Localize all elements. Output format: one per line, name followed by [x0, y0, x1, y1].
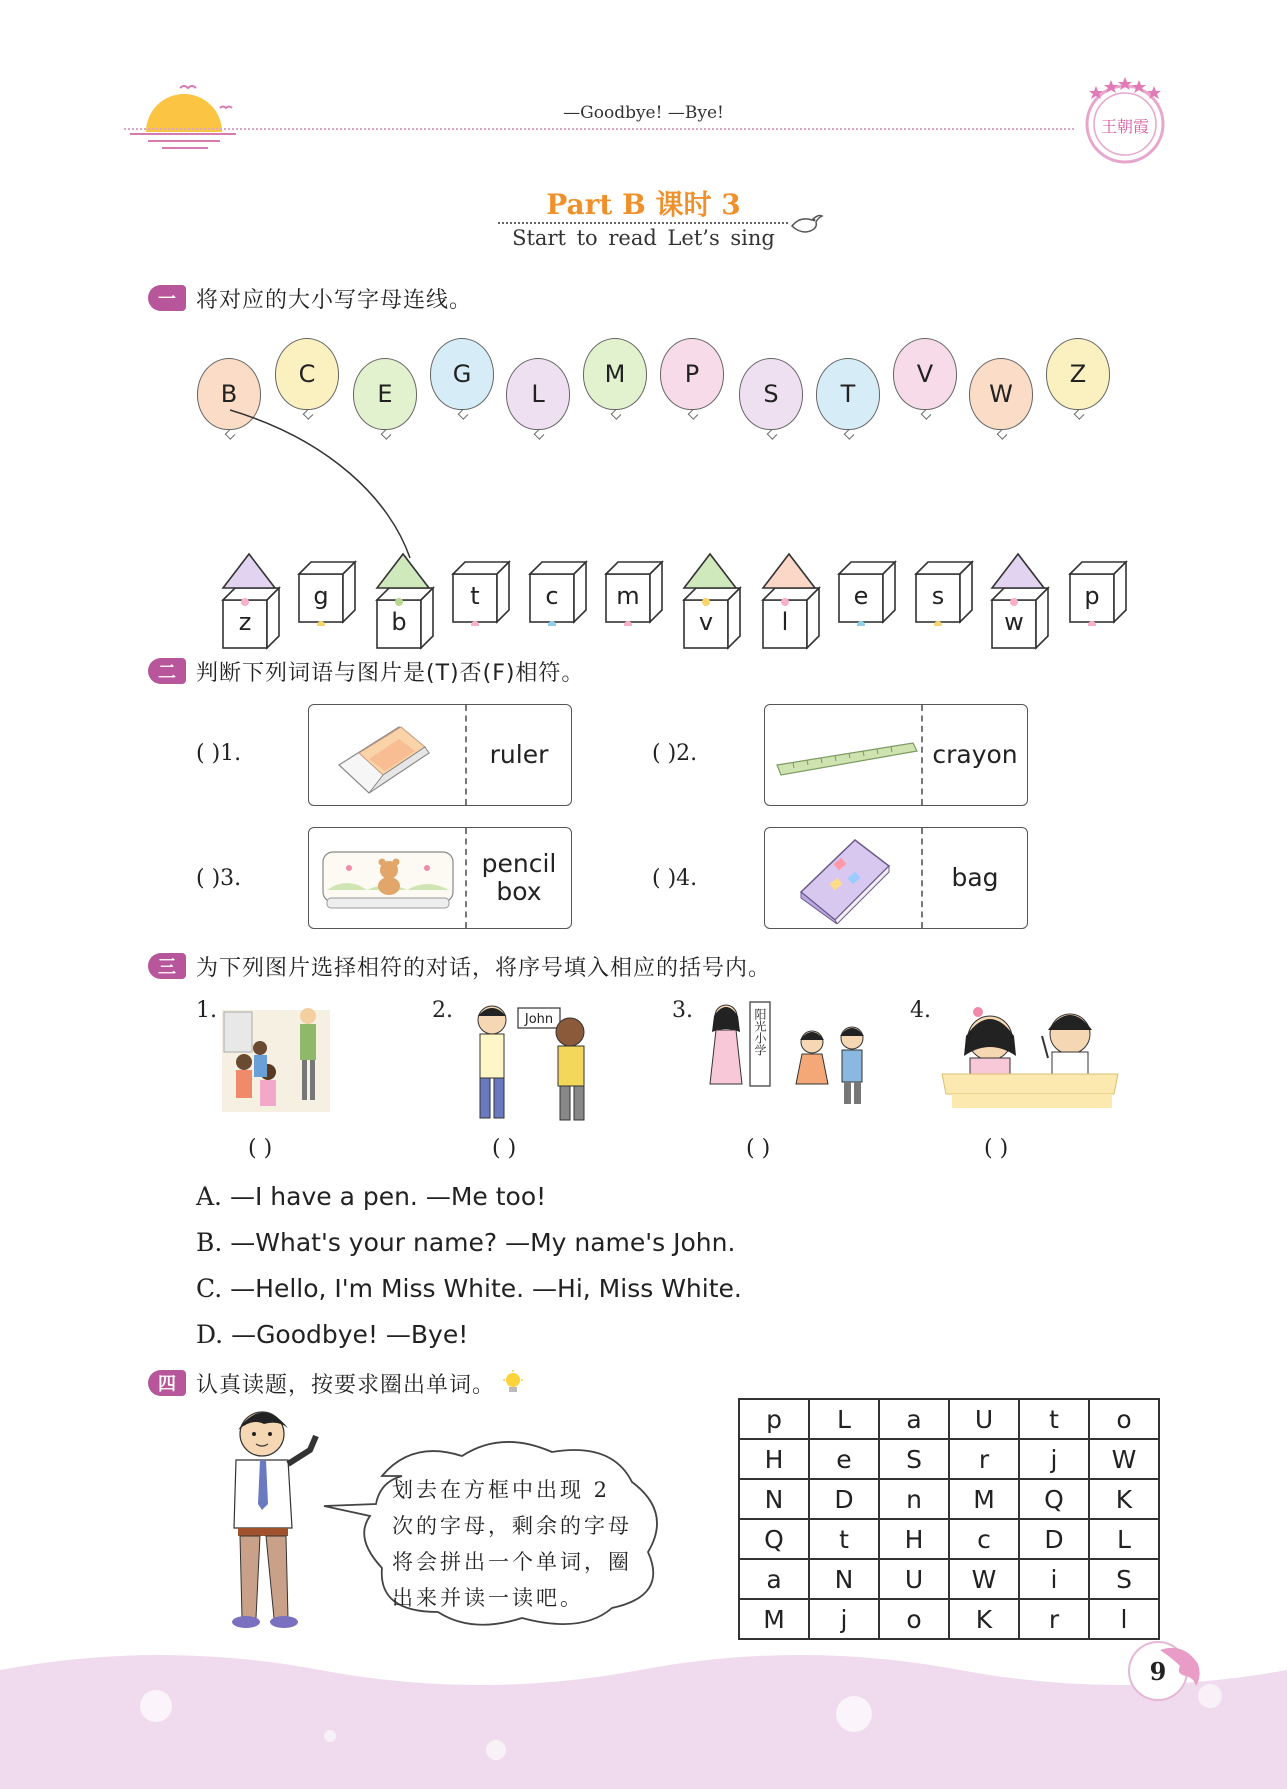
name-sign-text: John — [524, 1012, 554, 1027]
balloon-V[interactable]: V — [893, 338, 957, 410]
balloon-S[interactable]: S — [739, 358, 803, 430]
answer-paren-3[interactable]: ( )3. — [196, 866, 242, 891]
cube-letter: t — [470, 582, 480, 610]
grid-cell[interactable]: L — [1089, 1519, 1159, 1559]
grid-cell[interactable]: j — [1019, 1439, 1089, 1479]
grid-cell[interactable]: e — [809, 1439, 879, 1479]
speech-bubble-text: 划去在方框中出现 2 次的字母，剩余的字母 将会拼出一个单词，圈 出来并读一读吧。 — [392, 1478, 632, 1610]
cube-letter: w — [1004, 608, 1024, 636]
grid-cell[interactable]: S — [1089, 1559, 1159, 1599]
cube-b[interactable] — [375, 586, 433, 658]
grid-cell[interactable]: Q — [1019, 1479, 1089, 1519]
grid-cell[interactable]: j — [809, 1599, 879, 1639]
grid-cell[interactable]: H — [739, 1439, 809, 1479]
cube-letter: z — [238, 608, 252, 636]
dialogue-option-a: A. —I have a pen. —Me too! — [196, 1182, 547, 1211]
match-card-4 — [764, 827, 1028, 929]
dialogue-option-c: C. —Hello, I'm Miss White. —Hi, Miss White. — [196, 1274, 742, 1303]
page-number: 9 — [1128, 1641, 1188, 1701]
section3-header — [148, 951, 771, 981]
card-word-1: ruler — [489, 740, 549, 769]
section2-badge: 二 — [148, 658, 186, 684]
grid-cell[interactable]: N — [809, 1559, 879, 1599]
grid-row — [739, 1559, 1159, 1599]
match-card-3 — [308, 827, 572, 929]
grid-cell[interactable]: t — [809, 1519, 879, 1559]
cube-m[interactable] — [604, 560, 662, 632]
cube-letter: m — [616, 582, 640, 610]
answer-paren-4[interactable]: ( )4. — [652, 866, 698, 891]
grid-cell[interactable]: r — [1019, 1599, 1089, 1639]
grid-cell[interactable]: D — [809, 1479, 879, 1519]
grid-cell[interactable]: W — [1089, 1439, 1159, 1479]
grid-row — [739, 1439, 1159, 1479]
cube-t[interactable] — [451, 560, 509, 632]
cube-roof-icon — [680, 550, 742, 590]
grid-row — [739, 1599, 1159, 1639]
kids-at-desk-picture — [938, 996, 1122, 1116]
letter-grid — [738, 1398, 1160, 1640]
grid-cell[interactable]: c — [949, 1519, 1019, 1559]
grid-cell[interactable]: Q — [739, 1519, 809, 1559]
grid-cell[interactable]: D — [1019, 1519, 1089, 1559]
card-word-2: crayon — [932, 740, 1018, 769]
cube-letter: g — [313, 582, 329, 610]
footer-wave-background — [0, 1640, 1287, 1789]
grid-cell[interactable]: H — [879, 1519, 949, 1559]
card-word-4: bag — [951, 863, 999, 892]
school-hallway-picture — [218, 1000, 334, 1116]
balloon-P[interactable]: P — [660, 338, 724, 410]
match-card-1 — [308, 704, 572, 806]
balloon-M[interactable]: M — [583, 338, 647, 410]
match-card-2 — [764, 704, 1028, 806]
section4-instruction: 认真读题，按要求圈出单词。 — [196, 1372, 496, 1398]
section1-badge: 一 — [148, 285, 186, 311]
cube-z[interactable] — [221, 586, 279, 658]
section4-header — [148, 1368, 525, 1398]
grid-cell[interactable]: W — [949, 1559, 1019, 1599]
cube-letter: c — [545, 582, 559, 610]
cube-letter: v — [698, 608, 714, 636]
answer-paren-pic-2[interactable]: ( ) — [492, 1136, 517, 1161]
cube-roof-icon — [759, 550, 821, 590]
grid-cell[interactable]: r — [949, 1439, 1019, 1479]
balloon-G[interactable]: G — [430, 338, 494, 410]
book-icon — [795, 836, 895, 924]
cube-letter: l — [781, 608, 789, 636]
section2-header — [148, 656, 584, 686]
boys-introduction-picture — [460, 998, 610, 1128]
answer-paren-pic-3[interactable]: ( ) — [746, 1136, 771, 1161]
grid-row — [739, 1399, 1159, 1439]
teacher-greeting-picture — [704, 998, 884, 1110]
cube-e[interactable] — [837, 560, 895, 632]
grid-cell[interactable]: a — [739, 1559, 809, 1599]
lightbulb-icon — [501, 1370, 525, 1396]
cube-roof-icon — [219, 550, 281, 590]
cube-p[interactable] — [1068, 560, 1126, 632]
cube-letter: p — [1084, 582, 1100, 610]
grid-cell[interactable]: K — [949, 1599, 1019, 1639]
dialogue-option-d: D. —Goodbye! —Bye! — [196, 1320, 469, 1349]
grid-cell[interactable]: M — [739, 1599, 809, 1639]
ruler-icon — [773, 735, 919, 779]
section1-instruction: 将对应的大小写字母连线。 — [196, 287, 473, 313]
balloon-Z[interactable]: Z — [1046, 338, 1110, 410]
cube-l[interactable] — [761, 586, 819, 658]
answer-paren-pic-1[interactable]: ( ) — [248, 1136, 273, 1161]
balloon-T[interactable]: T — [816, 358, 880, 430]
cube-letter: b — [391, 608, 407, 636]
part-subtitle: Start to read Let’s sing — [512, 226, 775, 250]
card-word-3: pencil box — [481, 849, 557, 906]
grid-cell[interactable]: p — [739, 1399, 809, 1439]
answer-paren-1[interactable]: ( )1. — [196, 741, 242, 766]
section3-instruction: 为下列图片选择相符的对话，将序号填入相应的括号内。 — [196, 955, 772, 981]
grid-cell[interactable]: o — [879, 1599, 949, 1639]
grid-cell[interactable]: K — [1089, 1479, 1159, 1519]
eraser-icon — [329, 713, 449, 799]
grid-row — [739, 1479, 1159, 1519]
balloon-L[interactable]: L — [506, 358, 570, 430]
picture-number-3: 3. — [672, 998, 693, 1023]
grid-row — [739, 1519, 1159, 1559]
balloon-W[interactable]: W — [969, 358, 1033, 430]
cube-s[interactable] — [914, 560, 972, 632]
grid-cell[interactable]: n — [879, 1479, 949, 1519]
cube-roof-icon — [373, 550, 435, 590]
grid-cell[interactable]: L — [809, 1399, 879, 1439]
picture-number-2: 2. — [432, 998, 453, 1023]
answer-paren-pic-4[interactable]: ( ) — [984, 1136, 1009, 1161]
dialogue-option-b: B. —What's your name? —My name's John. — [196, 1228, 736, 1257]
answer-paren-2[interactable]: ( )2. — [652, 741, 698, 766]
grid-cell[interactable]: M — [949, 1479, 1019, 1519]
balloon-B[interactable]: B — [197, 358, 261, 430]
dolphin-icon — [1150, 1640, 1206, 1696]
cube-letter: s — [931, 582, 945, 610]
grid-cell[interactable]: U — [949, 1399, 1019, 1439]
cube-c[interactable] — [528, 560, 586, 632]
picture-number-1: 1. — [196, 998, 217, 1023]
picture-number-4: 4. — [910, 998, 931, 1023]
pencil-box-icon — [319, 846, 459, 914]
grid-cell[interactable]: U — [879, 1559, 949, 1599]
balloon-C[interactable]: C — [275, 338, 339, 410]
grid-cell[interactable]: i — [1019, 1559, 1089, 1599]
grid-cell[interactable]: N — [739, 1479, 809, 1519]
running-title: —Goodbye! —Bye! — [563, 103, 724, 123]
grid-cell[interactable]: t — [1019, 1399, 1089, 1439]
cube-w[interactable] — [990, 586, 1048, 658]
section3-badge: 三 — [148, 953, 186, 979]
part-title: Part B 课时 3 — [546, 188, 741, 221]
cube-g[interactable] — [297, 560, 355, 632]
section4-badge: 四 — [148, 1370, 186, 1396]
cube-letter: e — [853, 582, 869, 610]
grid-cell[interactable]: S — [879, 1439, 949, 1479]
cube-v[interactable] — [682, 586, 740, 658]
brand-logo-text: 王朝霞 — [1100, 117, 1150, 136]
grid-cell[interactable]: l — [1089, 1599, 1159, 1639]
school-sign-text: 阳光小学 — [753, 1008, 767, 1056]
balloon-E[interactable]: E — [353, 358, 417, 430]
grid-cell[interactable]: o — [1089, 1399, 1159, 1439]
grid-cell[interactable]: a — [879, 1399, 949, 1439]
cube-roof-icon — [988, 550, 1050, 590]
section2-instruction: 判断下列词语与图片是(T)否(F)相符。 — [196, 660, 585, 686]
